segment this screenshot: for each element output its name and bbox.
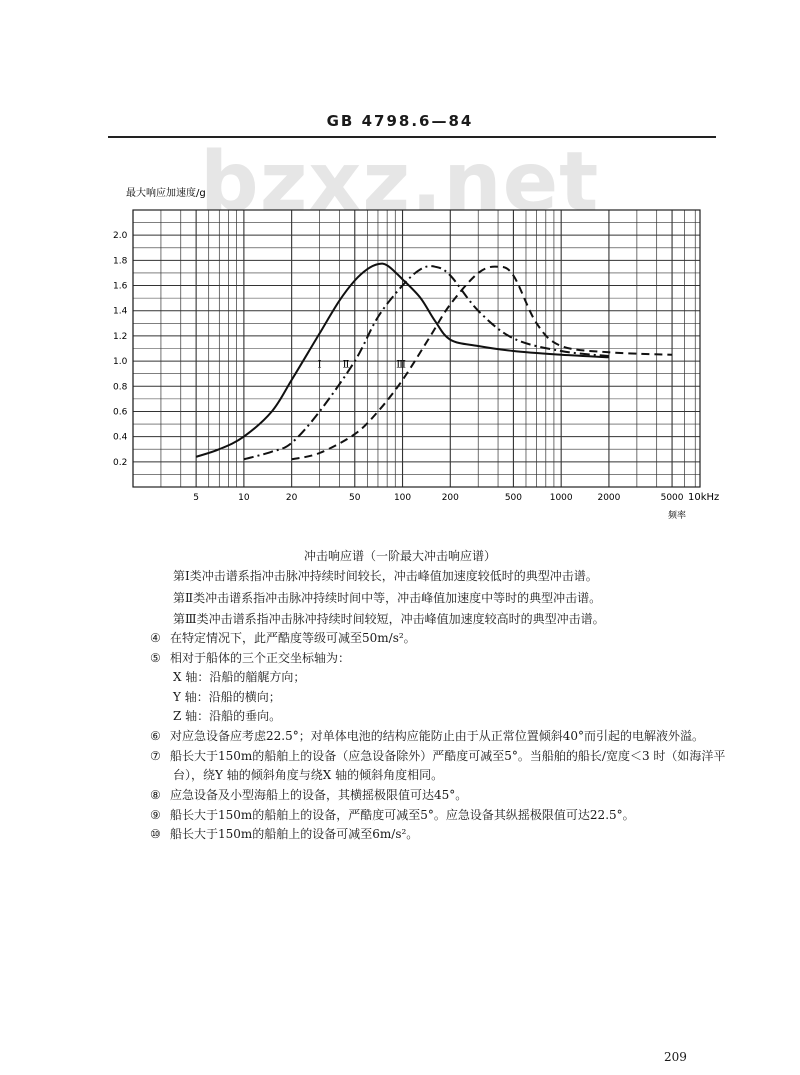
x-tick-label: 5000 xyxy=(660,493,684,503)
note-10 xyxy=(150,825,418,842)
x-tick-label: 200 xyxy=(441,493,459,503)
series-label-3: Ⅲ xyxy=(396,359,406,371)
x-tick-label: 1000 xyxy=(549,493,573,503)
x-tick-label: 50 xyxy=(349,493,361,503)
note-7-continuation: 台），绕Y 轴的倾斜角度与绕X 轴的倾斜角度相同。 xyxy=(173,768,444,782)
note-5-text: 相对于船体的三个正交坐标轴为： xyxy=(170,651,351,665)
paragraph-type-1: 第Ⅰ类冲击谱系指冲击脉冲持续时间较长，冲击峰值加速度较低时的典型冲击谱。 xyxy=(173,569,598,583)
shock-response-spectrum-chart xyxy=(0,180,800,530)
series-label-2: Ⅱ xyxy=(342,359,350,371)
note-6 xyxy=(150,727,704,744)
x-tick-label: 100 xyxy=(393,493,412,503)
note-6-text: 对应急设备应考虑22.5°；对单体电池的结构应能防止由于从正常位置倾斜40°而引起的电解液外溢。 xyxy=(170,729,704,743)
note-7 xyxy=(150,747,725,764)
y-tick-label: 1.4 xyxy=(113,306,128,317)
note-8-number: ⑧ xyxy=(150,788,161,802)
note-10-text: 船长大于150m的船舶上的设备可减至6m/s²。 xyxy=(170,827,419,841)
paragraph-type-2: 第Ⅱ类冲击谱系指冲击脉冲持续时间中等，冲击峰值加速度中等时的典型冲击谱。 xyxy=(173,591,602,605)
note-5-number: ⑤ xyxy=(150,651,161,665)
note-7-number: ⑦ xyxy=(150,749,161,763)
chart-labels xyxy=(113,186,719,521)
y-tick-label: 1.8 xyxy=(113,256,128,267)
standard-code: GB 4798.6—84 xyxy=(326,112,474,130)
page-number: 209 xyxy=(664,1050,687,1064)
y-tick-label: 0.8 xyxy=(113,382,128,393)
figure-caption: 冲击响应谱（一阶最大冲击响应谱） xyxy=(303,549,496,563)
header-rule xyxy=(108,136,716,138)
y-tick-label: 2.0 xyxy=(113,231,128,242)
note-9 xyxy=(150,806,635,823)
y-tick-label: 1.0 xyxy=(113,357,128,368)
x-tick-label: 5 xyxy=(193,493,199,503)
note-6-number: ⑥ xyxy=(150,729,161,743)
x-tick-label: 2000 xyxy=(597,493,621,503)
note-4-text: 在特定情况下，此严酷度等级可减至50m/s²。 xyxy=(170,631,416,645)
chart-grid xyxy=(133,210,700,487)
watermark: bzxz.net xyxy=(200,135,600,230)
series-label-1: Ⅰ xyxy=(317,359,322,371)
axis-x-definition: X 轴：沿船的艏艉方向； xyxy=(173,670,306,684)
axis-y-definition: Y 轴：沿船的横向； xyxy=(173,690,281,704)
y-tick-label: 1.6 xyxy=(113,281,128,292)
axis-z-definition: Z 轴：沿船的垂向。 xyxy=(173,709,282,723)
y-axis-label: 最大响应加速度/g xyxy=(126,188,206,199)
note-4 xyxy=(150,629,416,646)
x-tick-label: 10 xyxy=(238,493,250,503)
y-tick-label: 0.6 xyxy=(113,407,128,418)
y-tick-label: 0.4 xyxy=(113,432,128,443)
note-4-number: ④ xyxy=(150,631,161,645)
x-axis-unit: 10kHz xyxy=(688,492,720,503)
note-9-number: ⑨ xyxy=(150,808,161,822)
note-7-text: 船长大于150m的船舶上的设备（应急设备除外）严酷度可减至5°。当船舶的船长/宽度＜3 时（如海洋平 xyxy=(170,749,726,763)
note-10-number: ⑩ xyxy=(150,827,161,841)
note-8-text: 应急设备及小型海船上的设备，其横摇极限值可达45°。 xyxy=(170,788,468,802)
x-axis-label: 频率 xyxy=(668,511,687,521)
x-tick-label: 20 xyxy=(285,493,298,503)
y-tick-label: 1.2 xyxy=(113,331,128,342)
note-5 xyxy=(150,649,350,666)
note-8 xyxy=(150,786,467,803)
paragraph-type-3: 第Ⅲ类冲击谱系指冲击脉冲持续时间较短，冲击峰值加速度较高时的典型冲击谱。 xyxy=(173,612,605,626)
note-9-text: 船长大于150m的船舶上的设备，严酷度可减至5°。应急设备其纵摇极限值可达22.5°。 xyxy=(170,808,635,822)
x-tick-label: 500 xyxy=(504,493,523,503)
y-tick-label: 0.2 xyxy=(113,457,128,468)
